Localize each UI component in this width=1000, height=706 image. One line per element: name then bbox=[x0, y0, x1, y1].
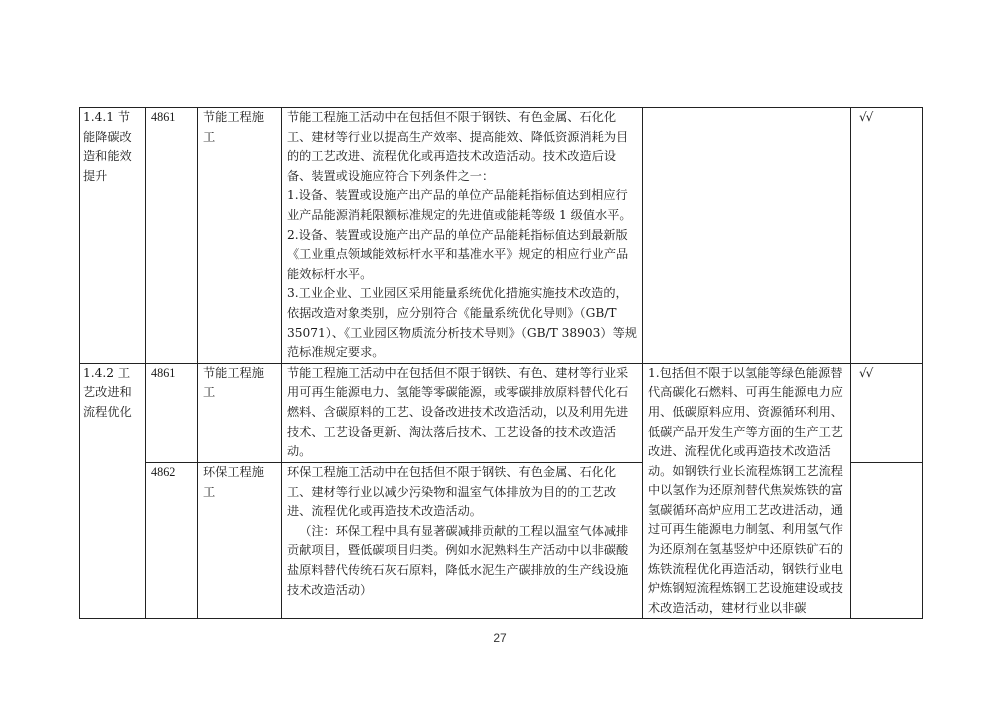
description-cell bbox=[282, 363, 643, 462]
description-cell bbox=[282, 108, 643, 364]
category-cell: 1.4.2 工艺改进和流程优化 bbox=[80, 363, 146, 619]
code-cell: 4862 bbox=[146, 462, 198, 618]
description-paragraph: 节能工程施工活动中在包括但不限于钢铁、有色金属、石化化工、建材等行业以提高生产效率、提高能效、降低资源消耗为目的的工艺改进、流程优化或再造技术改造活动。技术改造后设备、装置或设施应符合下列条件之一： bbox=[287, 110, 629, 183]
industry-cell: 环保工程施工 bbox=[198, 462, 282, 618]
table-row bbox=[80, 108, 923, 364]
description-paragraph: 3.工业企业、工业园区采用能量系统优化措施实施技术改造的，依据改造对象类别，应分别符合《能量系统优化导则》（GB/T 35071）、《工业园区物质流分析技术导则》（GB/T 38903）等规范标准规定要求。 bbox=[287, 286, 637, 360]
category-cell: 1.4.1 节能降碳改造和能效提升 bbox=[80, 108, 146, 364]
code-cell: 4861 bbox=[146, 108, 198, 364]
description-cell bbox=[282, 462, 643, 618]
industry-cell: 节能工程施工 bbox=[198, 363, 282, 462]
table-row bbox=[80, 363, 923, 462]
check-mark: √√ bbox=[851, 363, 923, 462]
empty-cell bbox=[851, 462, 923, 618]
note-cell: 1.包括但不限于以氢能等绿色能源替代高碳化石燃料、可再生能源电力应用、低碳原料应用、资源循环利用、低碳产品开发生产等方面的生产工艺改进、流程优化或再造技术改造活动。如钢铁行业长流程炼钢工艺流程中以氢作为还原剂替代焦炭炼铁的富氢碳循环高炉应用工艺改进活动，通过可再生能源电力制氢、利用氢气作为还原剂在氢基竖炉中还原铁矿石的炼铁流程优化再造活动，钢铁行业电炉炼钢短流程炼钢工艺设施建设或技术改造活动，建材行业以非碳 bbox=[643, 363, 851, 619]
check-mark: √√ bbox=[851, 108, 923, 364]
classification-table bbox=[79, 107, 923, 619]
note-cell bbox=[643, 108, 851, 364]
description-paragraph: 1.设备、装置或设施产出产品的单位产品能耗指标值达到相应行业产品能源消耗限额标准规定的先进值或能耗等级 1 级值水平。 bbox=[287, 188, 632, 222]
page-number: 27 bbox=[493, 631, 507, 645]
description-note: （注：环保工程中具有显著碳减排贡献的工程以温室气体减排贡献项目，暨低碳项目归类。例如水泥熟料生产活动中以非碳酸盐原料替代传统石灰石原料，降低水泥生产碳排放的生产线设施技术改造活动） bbox=[287, 523, 629, 597]
description-paragraph: 节能工程施工活动中在包括但不限于钢铁、有色、建材等行业采用可再生能源电力、氢能等零碳能源，或零碳排放原料替代化石燃料、含碳原料的工艺、设备改进技术改造活动，以及利用先进技术、工艺设备更新、淘汰落后技术、工艺设备的技术改造活动。 bbox=[287, 365, 629, 459]
description-paragraph: 环保工程施工活动中在包括但不限于钢铁、有色金属、石化化工、建材等行业以减少污染物和温室气体排放为目的的工艺改进、流程优化或再造技术改造活动。 bbox=[287, 464, 617, 519]
code-cell: 4861 bbox=[146, 363, 198, 462]
industry-cell: 节能工程施工 bbox=[198, 108, 282, 364]
description-paragraph: 2.设备、装置或设施产出产品的单位产品能耗指标值达到最新版《工业重点领域能效标杆水平和基准水平》规定的相应行业产品能效标杆水平。 bbox=[287, 227, 629, 281]
